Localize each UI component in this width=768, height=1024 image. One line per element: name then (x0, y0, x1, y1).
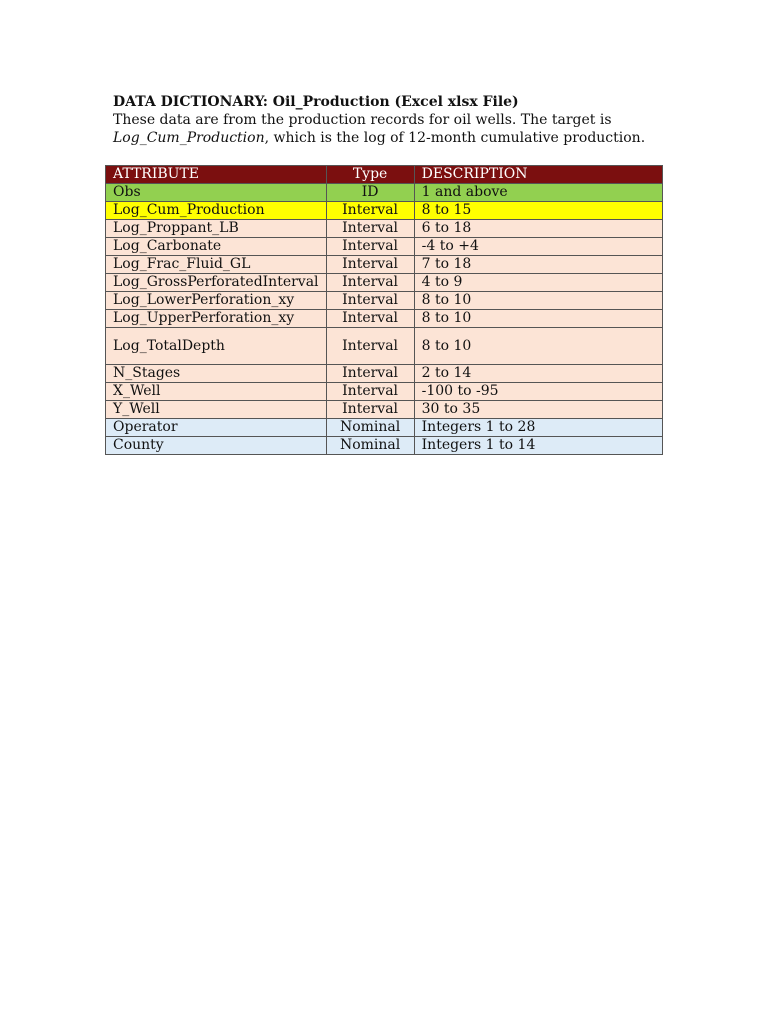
cell-type: Interval (326, 401, 414, 419)
table-row (106, 383, 663, 401)
table-row (106, 310, 663, 328)
cell-attribute: Log_UpperPerforation_xy (106, 310, 327, 328)
table-header-row (106, 166, 663, 184)
cell-type: Interval (326, 274, 414, 292)
cell-description: 1 and above (414, 184, 662, 202)
cell-attribute: Log_GrossPerforatedInterval (106, 274, 327, 292)
cell-attribute: Operator (106, 419, 327, 437)
cell-description: 8 to 15 (414, 202, 662, 220)
cell-type: Interval (326, 383, 414, 401)
header-description: DESCRIPTION (414, 166, 662, 184)
cell-description: 2 to 14 (414, 365, 662, 383)
cell-type: Interval (326, 365, 414, 383)
table-row (106, 184, 663, 202)
cell-type: Interval (326, 238, 414, 256)
table-row (106, 292, 663, 310)
header-type: Type (326, 166, 414, 184)
table-row (106, 220, 663, 238)
cell-type: Interval (326, 202, 414, 220)
cell-attribute: Y_Well (106, 401, 327, 419)
intro-line-2-rest: , which is the log of 12-month cumulative production. (264, 130, 646, 146)
table-row (106, 419, 663, 437)
cell-description: Integers 1 to 14 (414, 437, 662, 455)
cell-description: Integers 1 to 28 (414, 419, 662, 437)
table-row (106, 328, 663, 365)
cell-description: 6 to 18 (414, 220, 662, 238)
cell-attribute: X_Well (106, 383, 327, 401)
intro-line-2 (113, 129, 673, 147)
table-row (106, 401, 663, 419)
table-row (106, 256, 663, 274)
cell-type: Interval (326, 256, 414, 274)
document-title: DATA DICTIONARY: Oil_Production (Excel xlsx File) (113, 94, 519, 110)
header-attribute: ATTRIBUTE (106, 166, 327, 184)
cell-type: Nominal (326, 437, 414, 455)
cell-attribute: Obs (106, 184, 327, 202)
cell-type: Nominal (326, 419, 414, 437)
cell-description: 8 to 10 (414, 328, 662, 365)
cell-type: ID (326, 184, 414, 202)
cell-type: Interval (326, 310, 414, 328)
intro-line-1: These data are from the production records for oil wells. The target is (113, 112, 612, 128)
document-intro (113, 111, 673, 147)
cell-type: Interval (326, 292, 414, 310)
cell-description: -4 to +4 (414, 238, 662, 256)
cell-type: Interval (326, 220, 414, 238)
intro-target-name: Log_Cum_Production (113, 130, 265, 146)
cell-description: -100 to -95 (414, 383, 662, 401)
cell-description: 30 to 35 (414, 401, 662, 419)
cell-attribute: N_Stages (106, 365, 327, 383)
document-header (113, 93, 673, 147)
cell-attribute: Log_Frac_Fluid_GL (106, 256, 327, 274)
table-row (106, 365, 663, 383)
cell-description: 7 to 18 (414, 256, 662, 274)
cell-description: 4 to 9 (414, 274, 662, 292)
cell-attribute: Log_Cum_Production (106, 202, 327, 220)
table-row (106, 274, 663, 292)
cell-description: 8 to 10 (414, 292, 662, 310)
cell-description: 8 to 10 (414, 310, 662, 328)
cell-attribute: Log_TotalDepth (106, 328, 327, 365)
cell-attribute: Log_LowerPerforation_xy (106, 292, 327, 310)
table-row (106, 238, 663, 256)
cell-attribute: Log_Proppant_LB (106, 220, 327, 238)
cell-attribute: County (106, 437, 327, 455)
cell-type: Interval (326, 328, 414, 365)
cell-attribute: Log_Carbonate (106, 238, 327, 256)
table-row (106, 202, 663, 220)
data-dictionary-table (105, 165, 663, 455)
table-row (106, 437, 663, 455)
